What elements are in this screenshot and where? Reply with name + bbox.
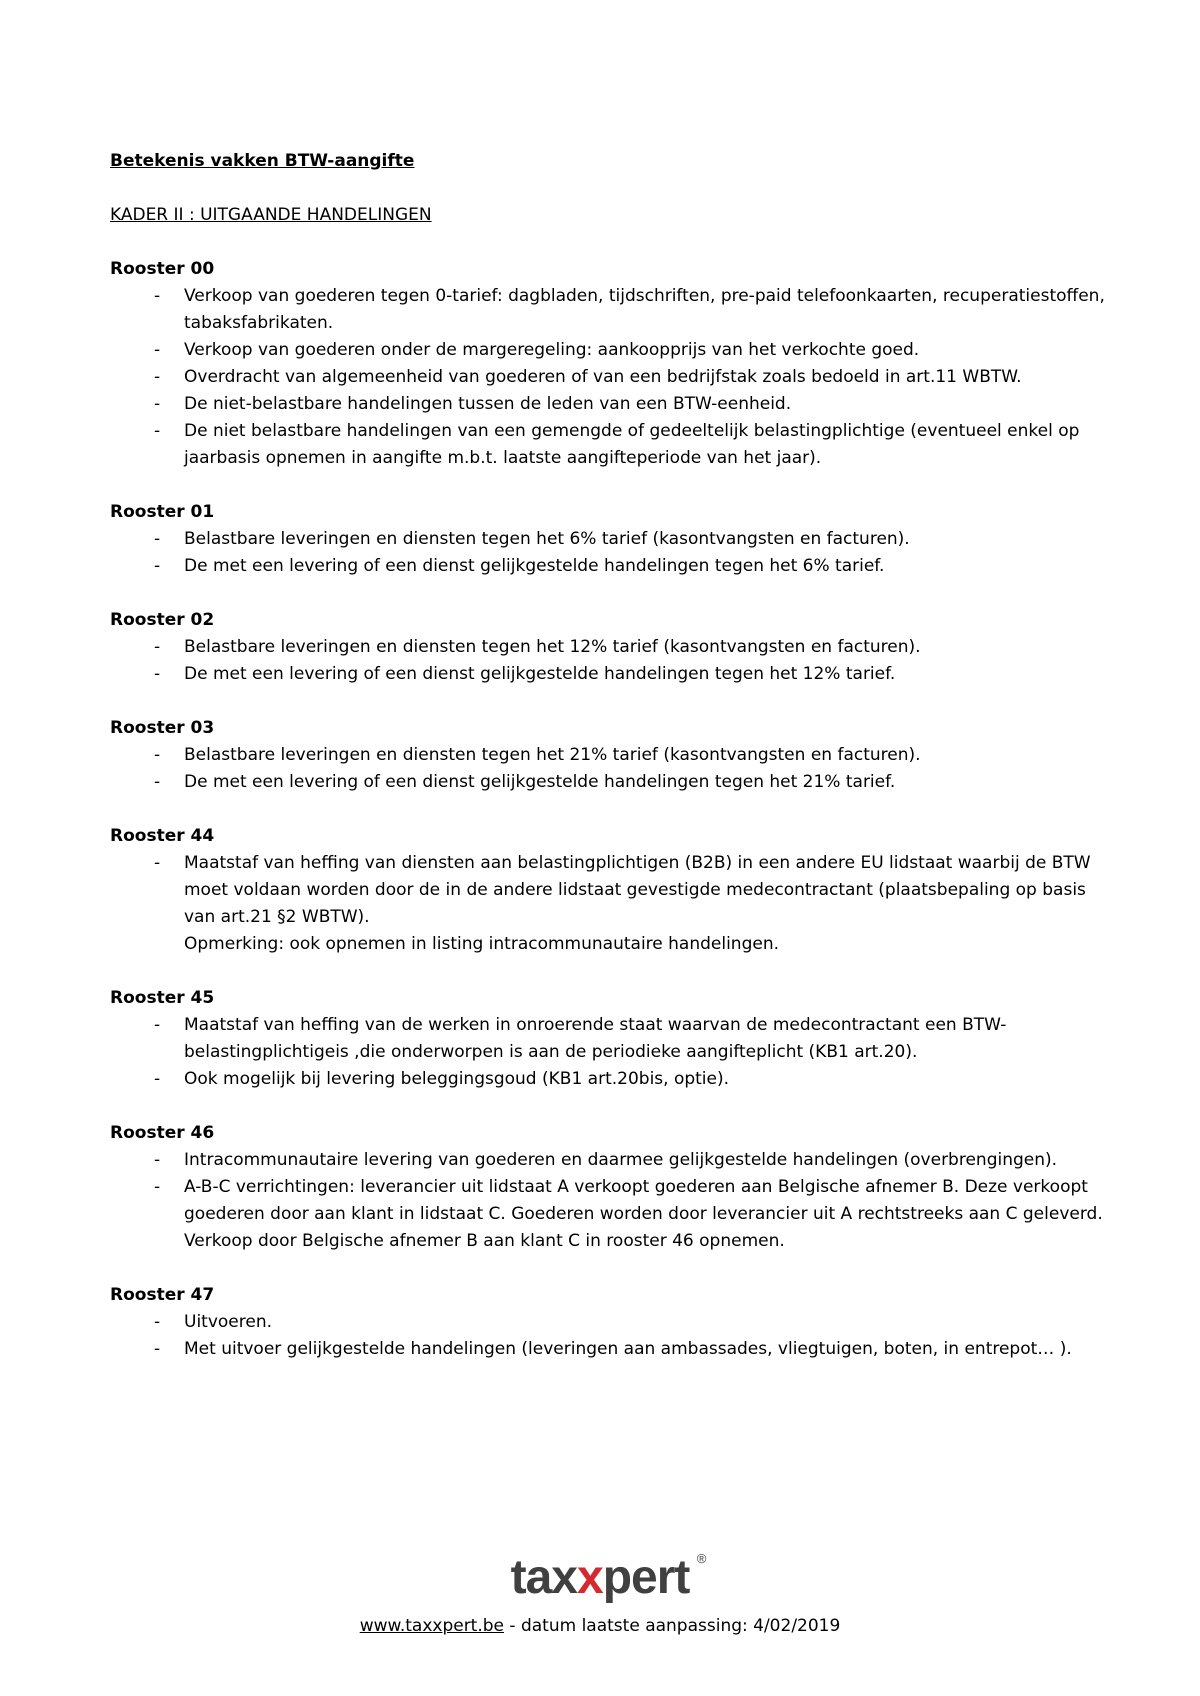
item-text: De met een levering of een dienst gelijkgestelde handelingen tegen het 12% tarief.	[184, 664, 896, 684]
item-text: De niet-belastbare handelingen tussen de leden van een BTW-eenheid.	[184, 394, 792, 414]
item-list	[110, 742, 1110, 796]
item-text: Verkoop van goederen onder de margeregeling: aankoopprijs van het verkochte goed.	[184, 340, 920, 360]
registered-mark: ®	[696, 1551, 706, 1566]
item-list	[110, 1147, 1110, 1255]
section-rooster	[110, 823, 1110, 958]
dash-bullet: -	[154, 529, 161, 549]
sections-container	[110, 256, 1110, 1363]
list-item	[110, 1336, 1110, 1363]
item-list	[110, 634, 1110, 688]
section-heading: Rooster 45	[110, 988, 215, 1008]
item-text: Ook mogelijk bij levering beleggingsgoud (KB1 art.20bis, optie).	[184, 1069, 730, 1089]
item-text: Verkoop van goederen tegen 0-tarief: dagbladen, tijdschriften, pre-paid telefoonkaarten, recuperatiestoffen, tabaksfabrikaten.	[184, 286, 1105, 333]
last-updated-date: datum laatste aanpassing: 4/02/2019	[520, 1616, 841, 1636]
dash-bullet: -	[154, 1069, 161, 1089]
item-text: Maatstaf van heffing van de werken in onroerende staat waarvan de medecontractant een BTW-belastingplichtigeis ,die onderworpen is aan de periodieke aangifteplicht (KB1 art.20).	[184, 1015, 1007, 1062]
item-text: A-B-C verrichtingen: leverancier uit lidstaat A verkoopt goederen aan Belgische afnemer B. Deze verkoopt goederen door aan klant in lidstaat C. Goederen worden door leverancier uit A rechtstreeks aan C geleverd. Verkoop door Belgische afnemer B aan klant C in rooster 46 opnemen.	[184, 1177, 1103, 1251]
list-item	[110, 1174, 1110, 1255]
logo-text-x: x	[576, 1551, 603, 1604]
list-item	[110, 742, 1110, 769]
dash-bullet: -	[154, 340, 161, 360]
list-item	[110, 769, 1110, 796]
list-item	[110, 418, 1110, 472]
dash-bullet: -	[154, 1177, 161, 1197]
dash-bullet: -	[154, 1312, 161, 1332]
item-text: De niet belastbare handelingen van een gemengde of gedeeltelijk belastingplichtige (eventueel enkel op jaarbasis opnemen in aangifte m.b.t. laatste aangifteperiode van het jaar).	[184, 421, 1080, 468]
item-list	[110, 1309, 1110, 1363]
dash-bullet: -	[154, 1150, 161, 1170]
logo-text-tax: tax	[510, 1551, 577, 1604]
section-rooster	[110, 256, 1110, 472]
list-item	[110, 1066, 1110, 1093]
section-rooster	[110, 1120, 1110, 1255]
item-text: De met een levering of een dienst gelijkgestelde handelingen tegen het 6% tarief.	[184, 556, 885, 576]
document-page	[110, 148, 1110, 1390]
item-note: Opmerking: ook opnemen in listing intracommunautaire handelingen.	[184, 934, 780, 954]
list-item	[110, 364, 1110, 391]
footer-line	[0, 1614, 1200, 1638]
section-heading: Rooster 01	[110, 502, 215, 522]
section-rooster	[110, 607, 1110, 688]
item-text: Maatstaf van heffing van diensten aan belastingplichtigen (B2B) in een andere EU lidstaat waarbij de BTW moet voldaan worden door de in de andere lidstaat gevestigde medecontractant (plaatsbepaling op basis van art.21 §2 WBTW).	[184, 853, 1091, 927]
list-item	[110, 1147, 1110, 1174]
item-text: De met een levering of een dienst gelijkgestelde handelingen tegen het 21% tarief.	[184, 772, 896, 792]
list-item	[110, 337, 1110, 364]
section-heading: Rooster 44	[110, 826, 215, 846]
section-heading: Rooster 46	[110, 1123, 215, 1143]
logo-text-pert: pert	[602, 1551, 690, 1604]
item-list	[110, 850, 1110, 958]
section-rooster	[110, 499, 1110, 580]
list-item	[110, 1012, 1110, 1066]
dash-bullet: -	[154, 286, 161, 306]
dash-bullet: -	[154, 367, 161, 387]
list-item	[110, 1309, 1110, 1336]
item-text: Belastbare leveringen en diensten tegen het 6% tarief (kasontvangsten en facturen).	[184, 529, 910, 549]
dash-bullet: -	[154, 421, 161, 441]
kader-title: KADER II : UITGAANDE HANDELINGEN	[110, 205, 432, 225]
footer-separator: -	[504, 1616, 521, 1636]
item-text: Uitvoeren.	[184, 1312, 273, 1332]
dash-bullet: -	[154, 1339, 161, 1359]
section-heading: Rooster 47	[110, 1285, 215, 1305]
list-item	[110, 283, 1110, 337]
list-item	[110, 391, 1110, 418]
list-item	[110, 526, 1110, 553]
list-item	[110, 634, 1110, 661]
taxxpert-logo	[510, 1551, 706, 1604]
dash-bullet: -	[154, 745, 161, 765]
list-item	[110, 553, 1110, 580]
item-text: Belastbare leveringen en diensten tegen het 12% tarief (kasontvangsten en facturen).	[184, 637, 921, 657]
section-heading: Rooster 00	[110, 259, 215, 279]
dash-bullet: -	[154, 556, 161, 576]
dash-bullet: -	[154, 394, 161, 414]
footer	[0, 1552, 1200, 1638]
list-item	[110, 661, 1110, 688]
dash-bullet: -	[154, 664, 161, 684]
document-title: Betekenis vakken BTW-aangifte	[110, 151, 415, 171]
dash-bullet: -	[154, 772, 161, 792]
website-link[interactable]: www.taxxpert.be	[359, 1616, 505, 1636]
item-list	[110, 283, 1110, 472]
section-heading: Rooster 03	[110, 718, 215, 738]
item-text: Belastbare leveringen en diensten tegen het 21% tarief (kasontvangsten en facturen).	[184, 745, 921, 765]
section-rooster	[110, 715, 1110, 796]
list-item	[110, 850, 1110, 958]
item-text: Intracommunautaire levering van goederen en daarmee gelijkgestelde handelingen (overbrengingen).	[184, 1150, 1058, 1170]
section-rooster	[110, 985, 1110, 1093]
section-heading: Rooster 02	[110, 610, 215, 630]
dash-bullet: -	[154, 637, 161, 657]
section-rooster	[110, 1282, 1110, 1363]
item-list	[110, 526, 1110, 580]
item-text: Met uitvoer gelijkgestelde handelingen (leveringen aan ambassades, vliegtuigen, boten, in entrepot… ).	[184, 1339, 1072, 1359]
dash-bullet: -	[154, 853, 161, 873]
item-list	[110, 1012, 1110, 1093]
item-text: Overdracht van algemeenheid van goederen of van een bedrijfstak zoals bedoeld in art.11 WBTW.	[184, 367, 1022, 387]
dash-bullet: -	[154, 1015, 161, 1035]
